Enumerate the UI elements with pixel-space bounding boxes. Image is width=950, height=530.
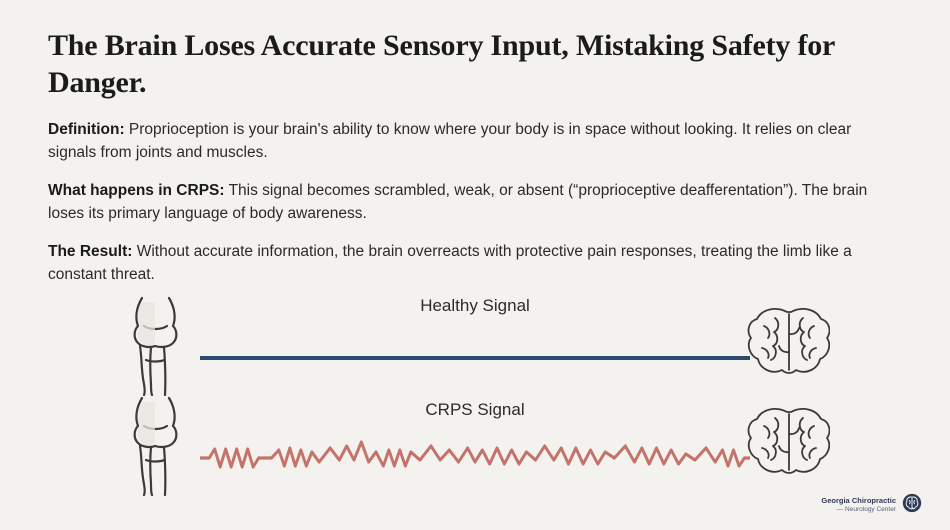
brand-logo — [821, 493, 922, 518]
paragraph-result-lead: The Result: — [48, 243, 133, 261]
healthy-signal-line — [200, 336, 750, 380]
paragraph-crps-lead: What happens in CRPS: — [48, 182, 225, 200]
page-title: The Brain Loses Accurate Sensory Input, Mistaking Safety for Danger. — [48, 29, 835, 99]
brain-icon — [744, 304, 830, 380]
crps-signal-label: CRPS Signal — [425, 400, 525, 419]
signal-diagram — [48, 288, 902, 530]
knee-joint-icon — [120, 396, 190, 496]
brain-icon — [744, 404, 830, 480]
paragraph-result — [48, 241, 898, 286]
healthy-signal-label: Healthy Signal — [420, 296, 530, 315]
logo-name: Georgia Chiropractic — [821, 496, 896, 506]
paragraph-result-text: Without accurate information, the brain overreacts with protective pain responses, treating the limb like a constant threat. — [48, 243, 852, 283]
brain-logo-icon — [902, 493, 922, 518]
healthy-signal-row — [48, 296, 902, 396]
crps-signal-line — [200, 436, 750, 480]
paragraph-definition-text: Proprioception is your brain's ability to know where your body is in space without looking. It relies on clear signals from joints and muscles. — [48, 121, 852, 161]
paragraph-definition — [48, 119, 898, 164]
paragraph-definition-lead: Definition: — [48, 121, 125, 139]
logo-subtitle: — Neurology Center — [836, 506, 896, 514]
knee-joint-icon — [120, 296, 190, 396]
crps-signal-row — [48, 396, 902, 496]
paragraph-crps — [48, 180, 898, 225]
paragraph-crps-text: This signal becomes scrambled, weak, or absent (“proprioceptive deafferentation”). The brain loses its primary language of body awareness. — [48, 182, 868, 222]
